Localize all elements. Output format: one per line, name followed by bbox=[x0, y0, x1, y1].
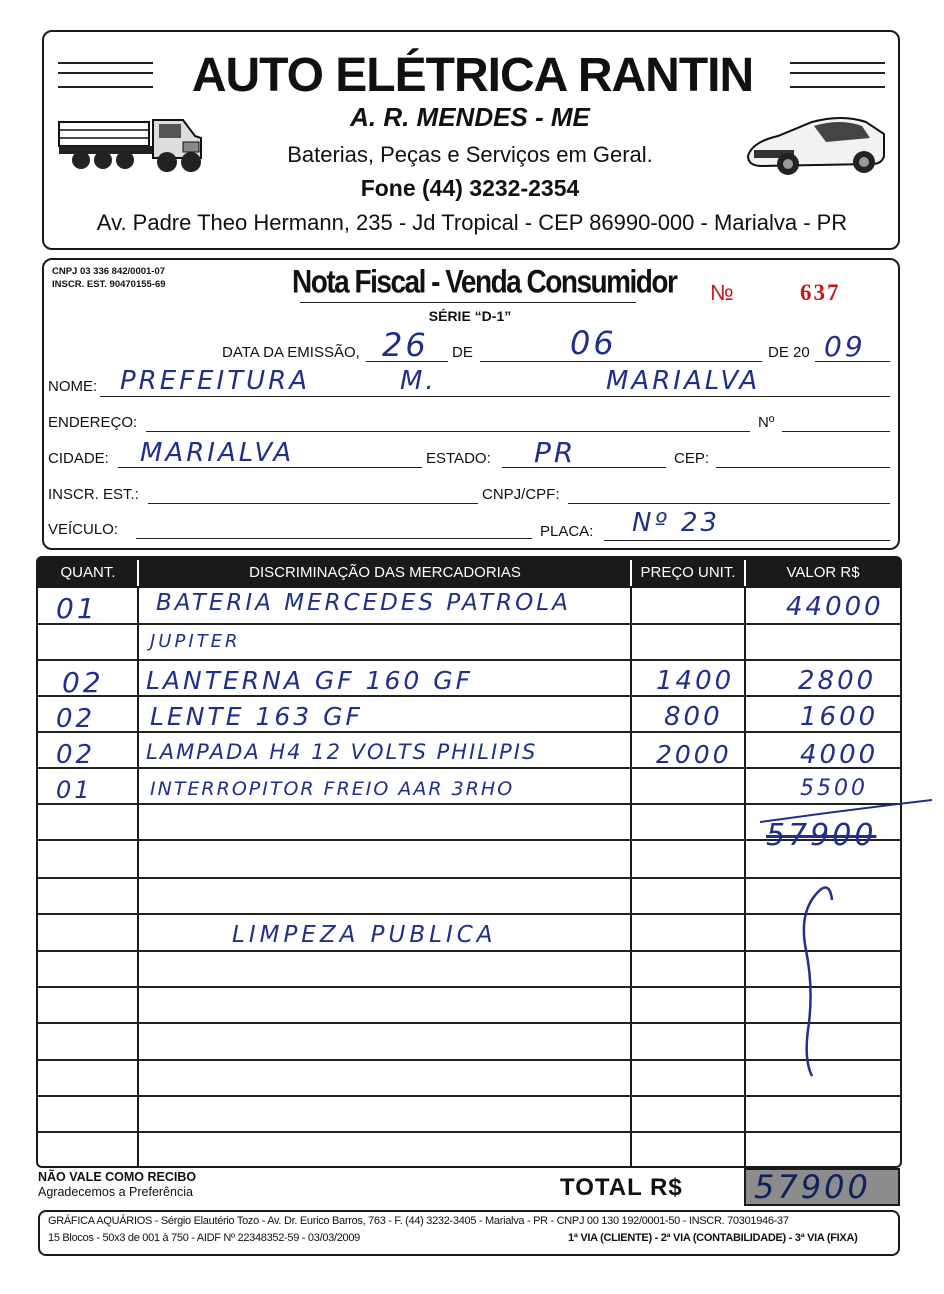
endereco-label: ENDEREÇO: bbox=[48, 414, 138, 431]
table-row-line bbox=[38, 767, 900, 769]
header-sep-2 bbox=[630, 560, 632, 586]
row-3-desc: LANTERNA GF 160 GF bbox=[146, 666, 474, 695]
row-6-value: 5500 bbox=[800, 776, 868, 801]
row-3-value: 2800 bbox=[798, 666, 877, 696]
table-row-line bbox=[38, 695, 900, 697]
services-text: Baterias, Peças e Serviços em Geral. bbox=[287, 142, 653, 167]
endereco-line bbox=[146, 431, 750, 432]
cnpj-text: CNPJ 03 336 842/0001-07 bbox=[52, 266, 166, 277]
car-icon bbox=[742, 106, 890, 182]
row-5-unit: 2000 bbox=[656, 740, 732, 769]
table-row-line bbox=[38, 1131, 900, 1133]
estado-line bbox=[502, 467, 666, 468]
header-sep-1 bbox=[137, 560, 139, 586]
truck-icon bbox=[55, 108, 205, 180]
total-value: 57900 bbox=[754, 1168, 871, 1206]
total-label: TOTAL R$ bbox=[560, 1174, 683, 1201]
title-stripes-left bbox=[58, 62, 153, 88]
data-emissao-label: DATA DA EMISSÃO, bbox=[222, 344, 360, 361]
cidade-label: CIDADE: bbox=[48, 450, 109, 467]
table-row-line bbox=[38, 623, 900, 625]
serie-text: SÉRIE “D-1” bbox=[428, 308, 512, 324]
row-1-qty: 01 bbox=[56, 592, 98, 625]
table-row-line bbox=[38, 950, 900, 952]
cep-line bbox=[716, 467, 890, 468]
table-row-line bbox=[38, 1022, 900, 1024]
agradecemos-text: Agradecemos a Preferência bbox=[38, 1185, 193, 1199]
placa-label: PLACA: bbox=[540, 523, 594, 540]
printer-line-2: 15 Blocos - 50x3 de 001 à 750 - AIDF Nº 22348352-59 - 03/03/2009 bbox=[48, 1232, 360, 1244]
row-1-desc: BATERIA MERCEDES PATROLA bbox=[156, 590, 571, 616]
table-row-line bbox=[38, 731, 900, 733]
invoice-number: 637 bbox=[800, 280, 841, 305]
row-6-desc: INTERROPITOR FREIO AAR 3RHO bbox=[150, 778, 515, 800]
inscr-text: INSCR. EST. 90470155-69 bbox=[52, 279, 166, 290]
de-label: DE bbox=[452, 344, 473, 361]
row-4-desc: LENTE 163 GF bbox=[150, 702, 363, 731]
estado-label: ESTADO: bbox=[426, 450, 491, 467]
row-3-qty: 02 bbox=[62, 666, 104, 699]
header-preco-unit: PREÇO UNIT. bbox=[640, 564, 736, 581]
title-underline bbox=[300, 302, 636, 303]
header-valor: VALOR R$ bbox=[786, 564, 860, 581]
nao-vale-text: NÃO VALE COMO RECIBO bbox=[38, 1170, 197, 1184]
row-4-unit: 800 bbox=[664, 702, 723, 732]
invoice-title: Nota Fiscal - Venda Consumidor bbox=[292, 263, 677, 300]
subtotal-value: 57900 bbox=[766, 818, 877, 853]
numero-line bbox=[782, 431, 890, 432]
mes-value: 06 bbox=[570, 324, 617, 362]
cnpj-cpf-line bbox=[568, 503, 890, 504]
nome-value-2: M. bbox=[400, 366, 437, 396]
row-5-value: 4000 bbox=[800, 740, 879, 770]
header-sep-3 bbox=[744, 560, 746, 586]
placa-value: Nº 23 bbox=[632, 508, 721, 538]
veiculo-label: VEÍCULO: bbox=[48, 521, 119, 538]
mes-line bbox=[480, 361, 762, 362]
placa-line bbox=[604, 540, 890, 541]
table-row-line bbox=[38, 986, 900, 988]
table-row-line bbox=[38, 913, 900, 915]
vias-text: 1ª VIA (CLIENTE) - 2ª VIA (CONTABILIDADE) - 3ª VIA (FIXA) bbox=[568, 1232, 858, 1244]
cidade-value: MARIALVA bbox=[140, 438, 295, 468]
ano-value: 09 bbox=[824, 330, 866, 363]
owner-name: A. R. MENDES - ME bbox=[350, 102, 590, 132]
company-name: AUTO ELÉTRICA RANTIN bbox=[191, 49, 754, 102]
row-4-value: 1600 bbox=[800, 702, 879, 732]
row-6-qty: 01 bbox=[56, 776, 93, 804]
de20-label: DE 20 bbox=[768, 344, 810, 361]
nome-value-3: MARIALVA bbox=[606, 366, 761, 396]
dia-value: 26 bbox=[382, 326, 429, 364]
cep-label: CEP: bbox=[674, 450, 710, 467]
row-2-desc: JUPITER bbox=[150, 631, 241, 652]
cnpj-cpf-label: CNPJ/CPF: bbox=[482, 486, 560, 503]
row-5-desc: LAMPADA H4 12 VOLTS PHILIPIS bbox=[146, 740, 538, 764]
table-row-line bbox=[38, 659, 900, 661]
phone-text: Fone (44) 3232-2354 bbox=[360, 175, 580, 201]
estado-value: PR bbox=[534, 436, 577, 469]
header-discriminacao: DISCRIMINAÇÃO DAS MERCADORIAS bbox=[249, 564, 521, 581]
address-text: Av. Padre Theo Hermann, 235 - Jd Tropical - CEP 86990-000 - Marialva - PR bbox=[96, 210, 848, 235]
row-1-value: 44000 bbox=[786, 592, 884, 622]
nome-line bbox=[100, 396, 890, 397]
title-stripes-right bbox=[790, 62, 885, 88]
inscr-est-label: INSCR. EST.: bbox=[48, 486, 139, 503]
nome-value-1: PREFEITURA bbox=[120, 366, 310, 396]
row-5-qty: 02 bbox=[56, 740, 96, 770]
scribble-mark bbox=[790, 880, 850, 1080]
veiculo-line bbox=[136, 538, 532, 539]
number-symbol: № bbox=[710, 280, 734, 305]
inscr-est-line bbox=[148, 503, 478, 504]
nome-label: NOME: bbox=[48, 378, 98, 395]
table-row-line bbox=[38, 1059, 900, 1061]
table-row-line bbox=[38, 877, 900, 879]
note-limpeza: LIMPEZA PUBLICA bbox=[232, 922, 497, 948]
row-4-qty: 02 bbox=[56, 704, 96, 734]
printer-line-1: GRÁFICA AQUÁRIOS - Sérgio Elautério Tozo - Av. Dr. Eurico Barros, 763 - F. (44) 3232-3405 - Marialva - PR - CNPJ 00 130 192/0001-50 - INSCR. 70301946-37 bbox=[48, 1215, 789, 1227]
table-row-line bbox=[38, 1095, 900, 1097]
numero-label: Nº bbox=[758, 414, 775, 431]
header-quant: QUANT. bbox=[60, 564, 116, 581]
row-3-unit: 1400 bbox=[656, 666, 735, 696]
